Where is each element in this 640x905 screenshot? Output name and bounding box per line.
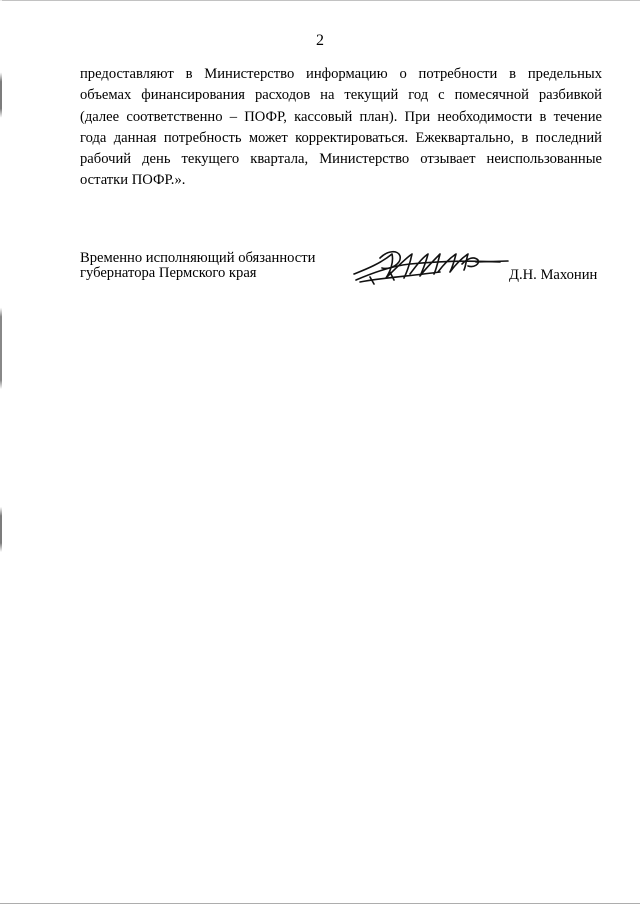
signer-title-line: Временно исполняющий обязанности [80, 250, 316, 266]
paragraph-line: рабочий день текущего квартала, Министерство отзывает неиспользованные [80, 151, 602, 168]
scan-edge-bottom [0, 903, 640, 904]
paragraph-line: предоставляют в Министерство информацию о потребности в предельных [80, 66, 602, 82]
paragraph-line: года данная потребность может корректироваться. Ежеквартально, в последний [80, 129, 602, 146]
signer-title [80, 251, 315, 281]
paragraph-line: (далее соответственно – ПОФР, кассовый план). При необходимости в течение [80, 108, 602, 125]
paragraph-line: остатки ПОФР.». [80, 172, 186, 189]
scan-edge-top [0, 0, 640, 1]
scan-edge-left [0, 0, 2, 905]
signer-title-line: губернатора Пермского края [80, 265, 257, 281]
page-number: 2 [316, 32, 324, 49]
handwritten-signature [350, 244, 510, 290]
paragraph-line: объемах финансирования расходов на текущий год с помесячной разбивкой [80, 87, 602, 104]
paragraph [80, 64, 602, 192]
signer-name: Д.Н. Махонин [509, 267, 598, 283]
